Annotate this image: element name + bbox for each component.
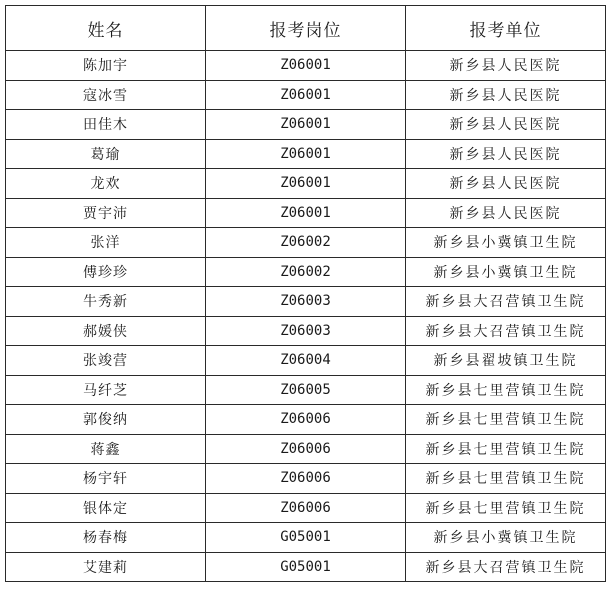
roster-sheet [5, 5, 605, 582]
name-cell: 牛秀新 [6, 287, 206, 317]
name-cell: 杨春梅 [6, 523, 206, 553]
table-row [6, 287, 606, 317]
name-cell: 龙欢 [6, 169, 206, 199]
post-code-cell: Z06006 [206, 493, 406, 523]
name-cell: 田佳木 [6, 110, 206, 140]
post-code-cell: Z06004 [206, 346, 406, 376]
table-row [6, 198, 606, 228]
column-header-name: 姓名 [6, 6, 206, 51]
unit-cell: 新乡县七里营镇卫生院 [406, 405, 606, 435]
table-row [6, 405, 606, 435]
table-row [6, 523, 606, 553]
name-cell: 艾建莉 [6, 552, 206, 582]
table-row [6, 434, 606, 464]
post-code-cell: Z06006 [206, 405, 406, 435]
post-code-cell: Z06001 [206, 110, 406, 140]
post-code-cell: Z06001 [206, 80, 406, 110]
post-code-cell: G05001 [206, 523, 406, 553]
table-row [6, 257, 606, 287]
table-row [6, 316, 606, 346]
table-row [6, 464, 606, 494]
unit-cell: 新乡县大召营镇卫生院 [406, 552, 606, 582]
post-code-cell: Z06003 [206, 287, 406, 317]
table-header [6, 6, 606, 51]
name-cell: 马纤芝 [6, 375, 206, 405]
table-row [6, 80, 606, 110]
table-row [6, 169, 606, 199]
name-cell: 贾宇沛 [6, 198, 206, 228]
name-cell: 张洋 [6, 228, 206, 258]
unit-cell: 新乡县大召营镇卫生院 [406, 287, 606, 317]
post-code-cell: Z06003 [206, 316, 406, 346]
post-code-cell: Z06002 [206, 228, 406, 258]
post-code-cell: Z06001 [206, 139, 406, 169]
unit-cell: 新乡县大召营镇卫生院 [406, 316, 606, 346]
post-code-cell: G05001 [206, 552, 406, 582]
unit-cell: 新乡县七里营镇卫生院 [406, 375, 606, 405]
post-code-cell: Z06005 [206, 375, 406, 405]
unit-cell: 新乡县小冀镇卫生院 [406, 257, 606, 287]
unit-cell: 新乡县七里营镇卫生院 [406, 493, 606, 523]
unit-cell: 新乡县人民医院 [406, 198, 606, 228]
table-row [6, 346, 606, 376]
name-cell: 杨宇轩 [6, 464, 206, 494]
post-code-cell: Z06001 [206, 198, 406, 228]
post-code-cell: Z06001 [206, 51, 406, 81]
name-cell: 蒋鑫 [6, 434, 206, 464]
post-code-cell: Z06006 [206, 464, 406, 494]
unit-cell: 新乡县人民医院 [406, 169, 606, 199]
table-row [6, 375, 606, 405]
unit-cell: 新乡县翟坡镇卫生院 [406, 346, 606, 376]
table-row [6, 51, 606, 81]
applicant-table [5, 5, 606, 582]
post-code-cell: Z06006 [206, 434, 406, 464]
unit-cell: 新乡县人民医院 [406, 139, 606, 169]
name-cell: 陈加宇 [6, 51, 206, 81]
name-cell: 傅珍珍 [6, 257, 206, 287]
table-body [6, 51, 606, 582]
unit-cell: 新乡县人民医院 [406, 110, 606, 140]
column-header-post: 报考岗位 [206, 6, 406, 51]
name-cell: 寇冰雪 [6, 80, 206, 110]
name-cell: 银体定 [6, 493, 206, 523]
column-header-unit: 报考单位 [406, 6, 606, 51]
post-code-cell: Z06001 [206, 169, 406, 199]
name-cell: 郭俊纳 [6, 405, 206, 435]
post-code-cell: Z06002 [206, 257, 406, 287]
unit-cell: 新乡县人民医院 [406, 80, 606, 110]
unit-cell: 新乡县人民医院 [406, 51, 606, 81]
unit-cell: 新乡县小冀镇卫生院 [406, 228, 606, 258]
name-cell: 郝媛侠 [6, 316, 206, 346]
name-cell: 葛瑜 [6, 139, 206, 169]
unit-cell: 新乡县七里营镇卫生院 [406, 434, 606, 464]
table-row [6, 552, 606, 582]
header-row [6, 6, 606, 51]
table-row [6, 228, 606, 258]
table-row [6, 493, 606, 523]
name-cell: 张竣营 [6, 346, 206, 376]
unit-cell: 新乡县七里营镇卫生院 [406, 464, 606, 494]
unit-cell: 新乡县小冀镇卫生院 [406, 523, 606, 553]
table-row [6, 110, 606, 140]
table-row [6, 139, 606, 169]
